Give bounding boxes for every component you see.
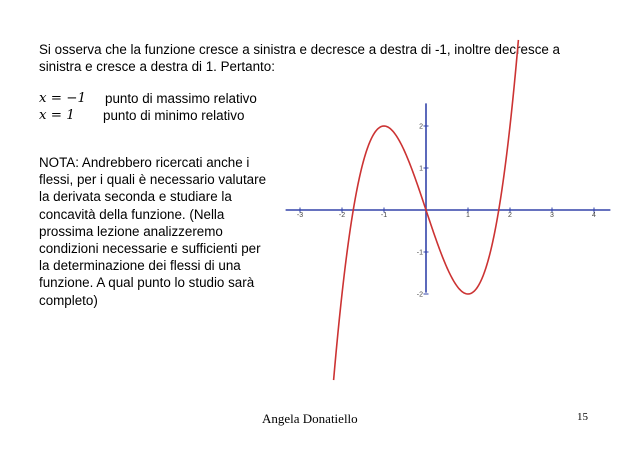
x-tick-label: -1 — [380, 212, 388, 219]
minimum-point-math: x = 1 — [39, 108, 75, 123]
x-tick-label: 4 — [592, 212, 596, 219]
y-tick-label: 2 — [419, 123, 423, 131]
x-tick-label: 3 — [550, 212, 554, 219]
y-tick-label: -2 — [416, 291, 423, 299]
x-tick-label: 1 — [466, 212, 470, 219]
nota-paragraph: NOTA: Andrebbero ricercati anche i flessi, per i quali è necessario valutare la derivata seconda e studiare la concavità della funzione. (Nella prossima lezione analizzeremo condizioni necessarie e sufficienti per la determinazione dei flessi di una funzione. A qual punto lo studio sarà completo) — [39, 155, 267, 308]
maximum-point-math: x = −1 — [39, 91, 87, 106]
maximum-point-desc: punto di massimo relativo — [105, 91, 257, 106]
x-tick-label: -3 — [296, 212, 304, 219]
y-tick-label: -1 — [416, 249, 423, 257]
footer-author: Angela Donatiello — [262, 411, 358, 426]
page-number: 15 — [577, 411, 588, 423]
y-tick-label: 1 — [419, 165, 423, 173]
x-tick-label: 2 — [508, 212, 512, 219]
intro-paragraph: Si osserva che la funzione cresce a sinistra e decresce a destra di -1, inoltre decresce a sinistra e cresce a destra di 1. Pertanto: — [39, 42, 561, 74]
x-tick-label: -2 — [338, 212, 346, 219]
minimum-point-desc: punto di minimo relativo — [103, 108, 245, 123]
